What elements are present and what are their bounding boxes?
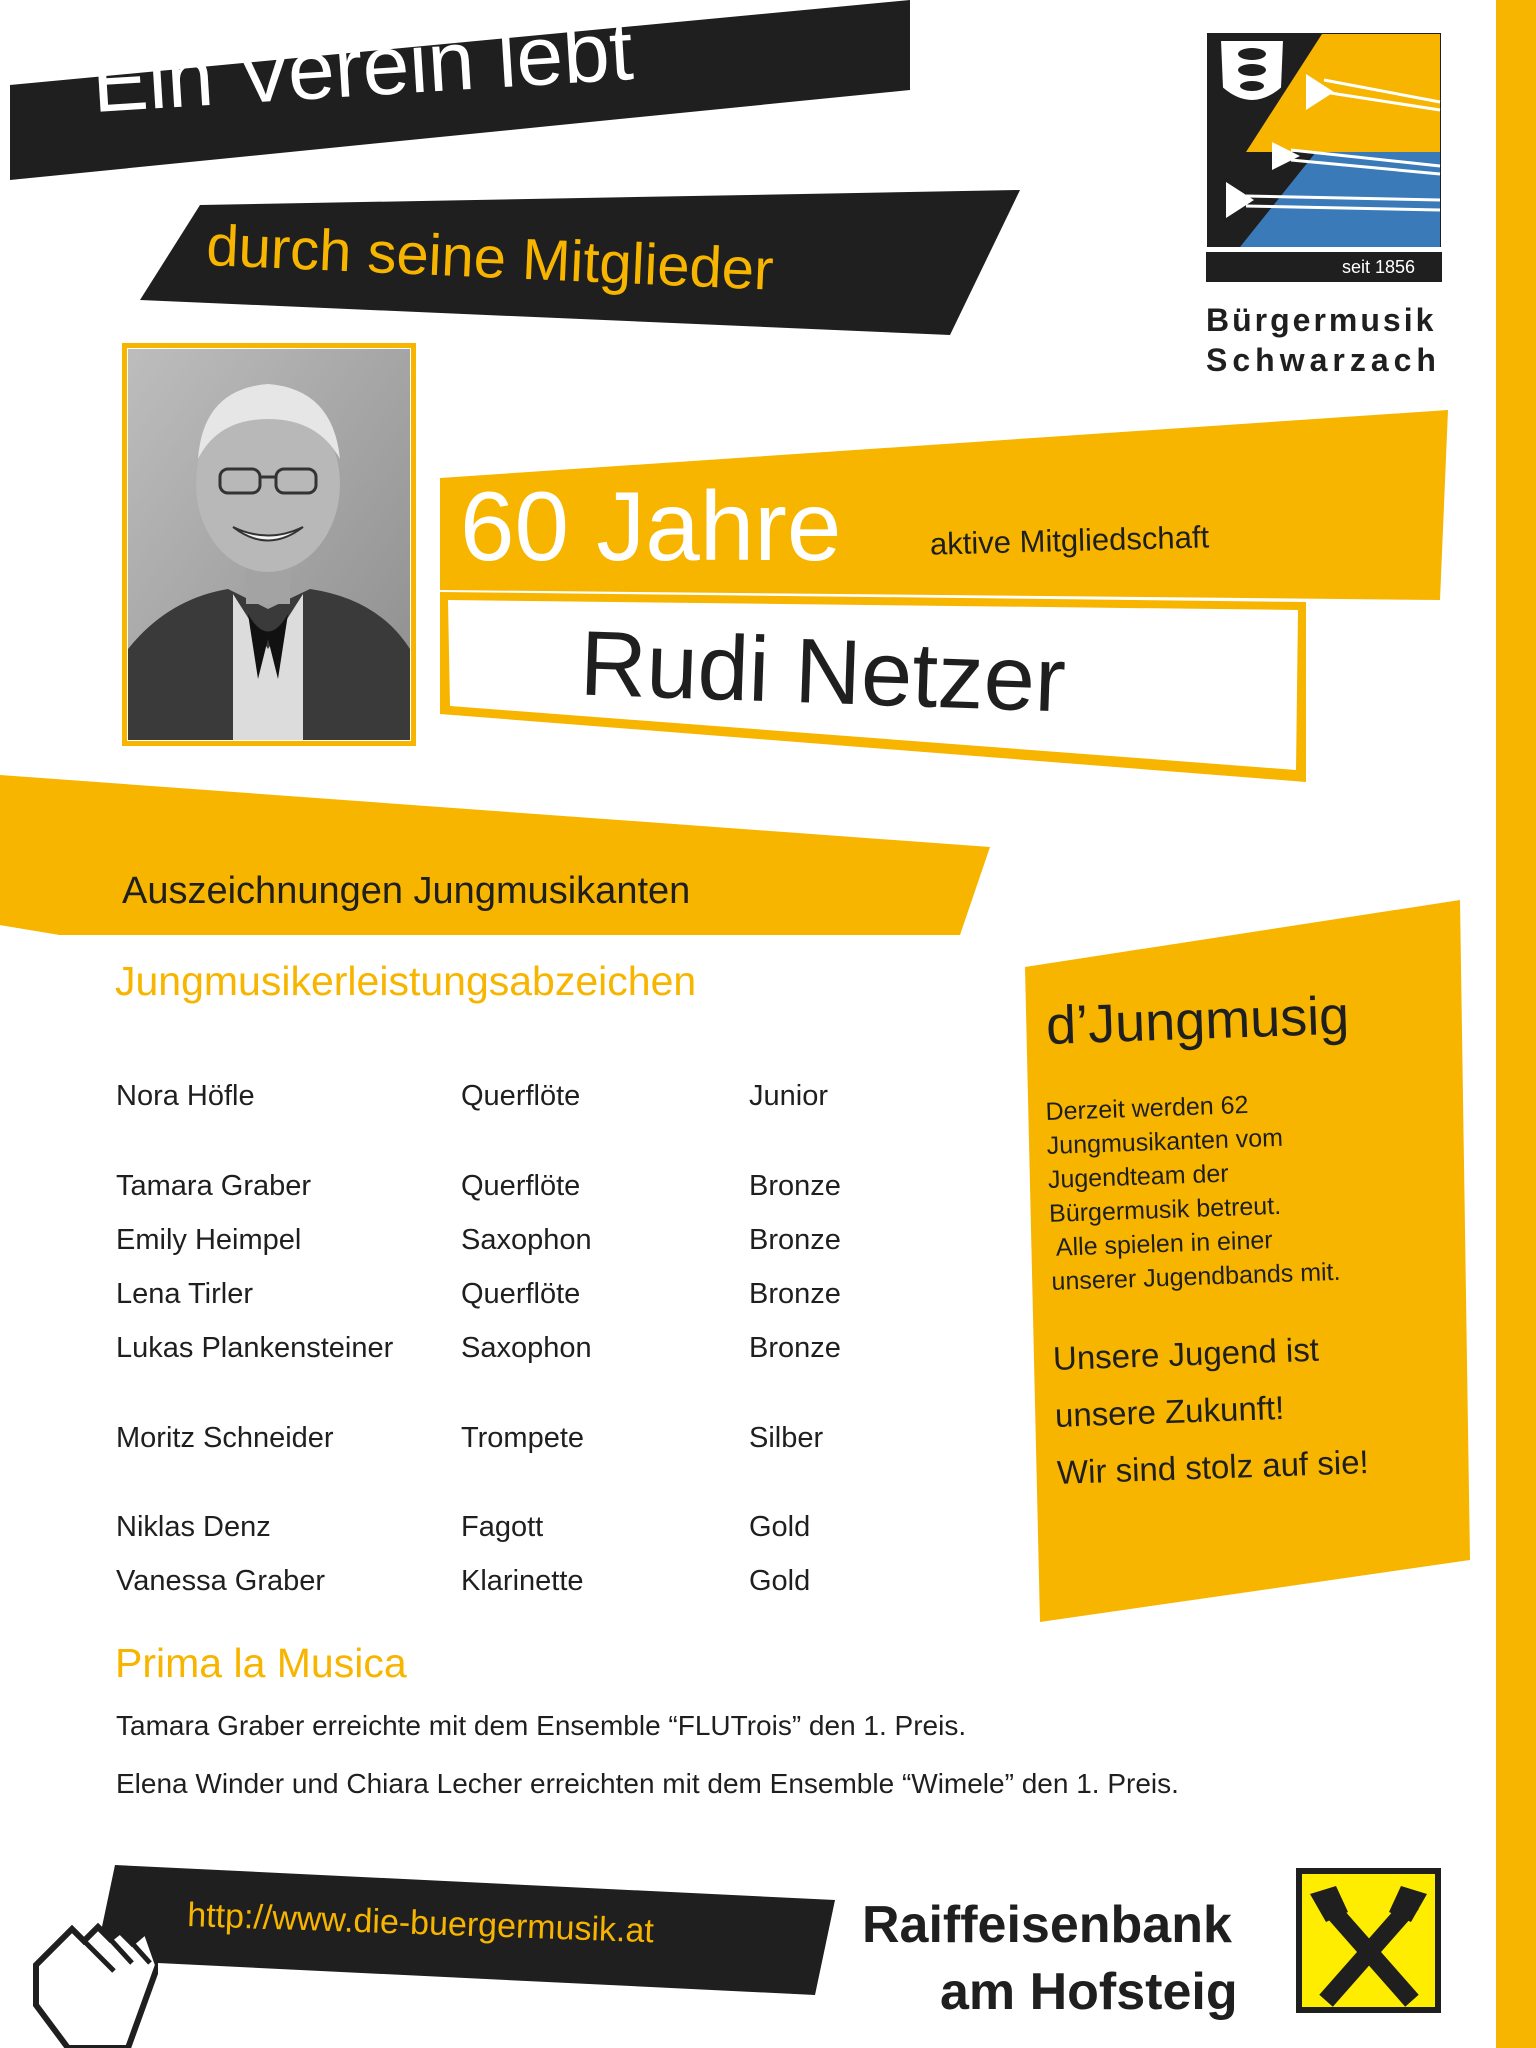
portrait-photo (128, 349, 410, 740)
recipient-name: Emily Heimpel (116, 1224, 302, 1256)
badge-level: Silber (749, 1422, 824, 1454)
prima-result-2: Elena Winder und Chiara Lecher erreichten mit dem Ensemble “Wimele” den 1. Preis. (116, 1768, 1179, 1799)
recipient-name: Vanessa Graber (116, 1565, 326, 1597)
slogan-line: Unsere Jugend ist (1052, 1330, 1320, 1377)
instrument: Saxophon (461, 1332, 592, 1364)
club-name-line1: Bürgermusik (1206, 302, 1437, 338)
membership-label: aktive Mitgliedschaft (929, 519, 1210, 562)
club-logo (1206, 32, 1442, 284)
instrument: Querflöte (461, 1278, 581, 1310)
badges-subheading: Jungmusikerleistungsabzeichen (115, 958, 697, 1004)
jungmusig-text-line: unserer Jugendbands mit. (1051, 1257, 1341, 1296)
recipient-name: Nora Höfle (116, 1080, 255, 1112)
raiffeisen-logo-icon (1296, 1868, 1441, 2013)
jungmusig-slogan (1052, 1317, 1428, 1501)
prima-result-1: Tamara Graber erreichte mit dem Ensemble “FLUTrois” den 1. Preis. (116, 1710, 967, 1741)
badge-level: Gold (749, 1565, 811, 1597)
slogan-line: unsere Zukunft! (1054, 1388, 1285, 1434)
recipient-name: Lena Tirler (116, 1278, 254, 1310)
recipient-name: Tamara Graber (116, 1170, 312, 1202)
jungmusig-text-line: Alle spielen in einer (1049, 1226, 1274, 1262)
prima-heading: Prima la Musica (115, 1640, 407, 1686)
instrument: Trompete (461, 1422, 585, 1454)
website-link[interactable]: http://www.die-buergermusik.at (186, 1896, 655, 1951)
instrument: Saxophon (461, 1224, 592, 1256)
instrument: Querflöte (461, 1080, 581, 1112)
jungmusig-text-line: Bürgermusik betreut. (1048, 1191, 1282, 1228)
slogan-line: Wir sind stolz auf sie! (1056, 1443, 1370, 1491)
awards-heading: Auszeichnungen Jungmusikanten (122, 870, 691, 912)
membership-years: 60 Jahre (460, 471, 842, 581)
recipient-name: Lukas Plankensteiner (116, 1332, 394, 1364)
jungmusig-text-line: Derzeit werden 62 (1045, 1090, 1249, 1126)
badge-level: Bronze (749, 1332, 841, 1364)
recipient-name: Niklas Denz (116, 1511, 271, 1543)
hand-cursor-icon (28, 1905, 158, 2048)
badge-level: Bronze (749, 1224, 841, 1256)
jungmusig-title: d’Jungmusig (1045, 985, 1351, 1056)
recipient-name: Moritz Schneider (116, 1422, 334, 1454)
club-name-line2: Schwarzach (1206, 342, 1441, 378)
jungmusig-text-line: Jungmusikanten vom (1046, 1123, 1284, 1160)
logo-since: seit 1856 (1342, 257, 1416, 277)
badge-level: Bronze (749, 1170, 841, 1202)
badge-level: Junior (749, 1080, 828, 1112)
headline-line1: Ein Verein lebt (89, 3, 636, 131)
sponsor-name-line1: Raiffeisenbank (862, 1896, 1232, 1954)
instrument: Klarinette (461, 1565, 584, 1597)
instrument: Querflöte (461, 1170, 581, 1202)
headline-line2: durch seine Mitglieder (205, 212, 775, 303)
right-accent-bar (1496, 0, 1536, 2048)
jungmusig-text-line: Jugendteam der (1047, 1159, 1230, 1194)
jungmusig-text (1045, 1082, 1422, 1299)
instrument: Fagott (461, 1511, 544, 1543)
sponsor-name-line2: am Hofsteig (940, 1963, 1238, 2021)
badge-level: Gold (749, 1511, 811, 1543)
badge-level: Bronze (749, 1278, 841, 1310)
honoree-name: Rudi Netzer (578, 612, 1068, 732)
